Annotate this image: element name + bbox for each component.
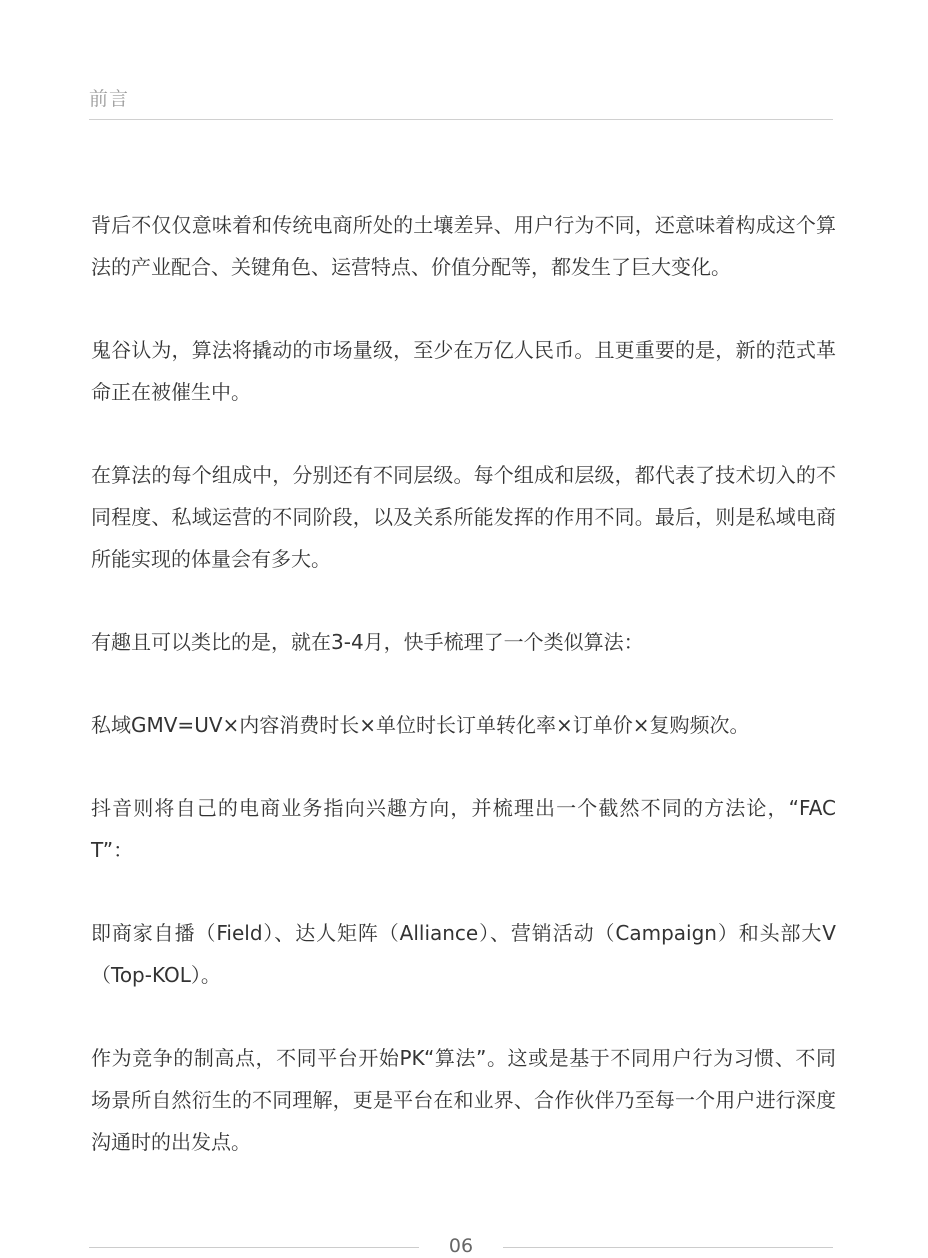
page-number: 06 [448, 1235, 474, 1257]
paragraph: 抖音则将自己的电商业务指向兴趣方向，并梳理出一个截然不同的方法论，“FACT”： [91, 796, 836, 862]
footer-divider-left [89, 1247, 419, 1248]
section-title: 前言 [89, 88, 130, 110]
paragraph: 即商家自播（Field）、达人矩阵（Alliance）、营销活动（Campaign）和头部大V（Top-KOL）。 [91, 921, 836, 987]
paragraph: 鬼谷认为，算法将撬动的市场量级，至少在万亿人民币。且更重要的是，新的范式革命正在被催生中。 [91, 338, 836, 404]
page-footer [89, 1234, 833, 1256]
paragraph: 私域GMV=UV×内容消费时长×单位时长订单转化率×订单价×复购频次。 [91, 713, 750, 737]
paragraph: 作为竞争的制高点，不同平台开始PK“算法”。这或是基于不同用户行为习惯、不同场景所自然衍生的不同理解，更是平台在和业界、合作伙伴乃至每一个用户进行深度沟通时的出发点。 [91, 1046, 836, 1154]
footer-divider-right [503, 1247, 833, 1248]
paragraph: 背后不仅仅意味着和传统电商所处的土壤差异、用户行为不同，还意味着构成这个算法的产业配合、关键角色、运营特点、价值分配等，都发生了巨大变化。 [91, 213, 836, 279]
article-body [91, 204, 836, 1204]
paragraph: 有趣且可以类比的是，就在3-4月，快手梳理了一个类似算法： [91, 630, 644, 654]
page-header [89, 82, 833, 120]
paragraph: 在算法的每个组成中，分别还有不同层级。每个组成和层级，都代表了技术切入的不同程度、私域运营的不同阶段，以及关系所能发挥的作用不同。最后，则是私域电商所能实现的体量会有多大。 [91, 463, 836, 571]
